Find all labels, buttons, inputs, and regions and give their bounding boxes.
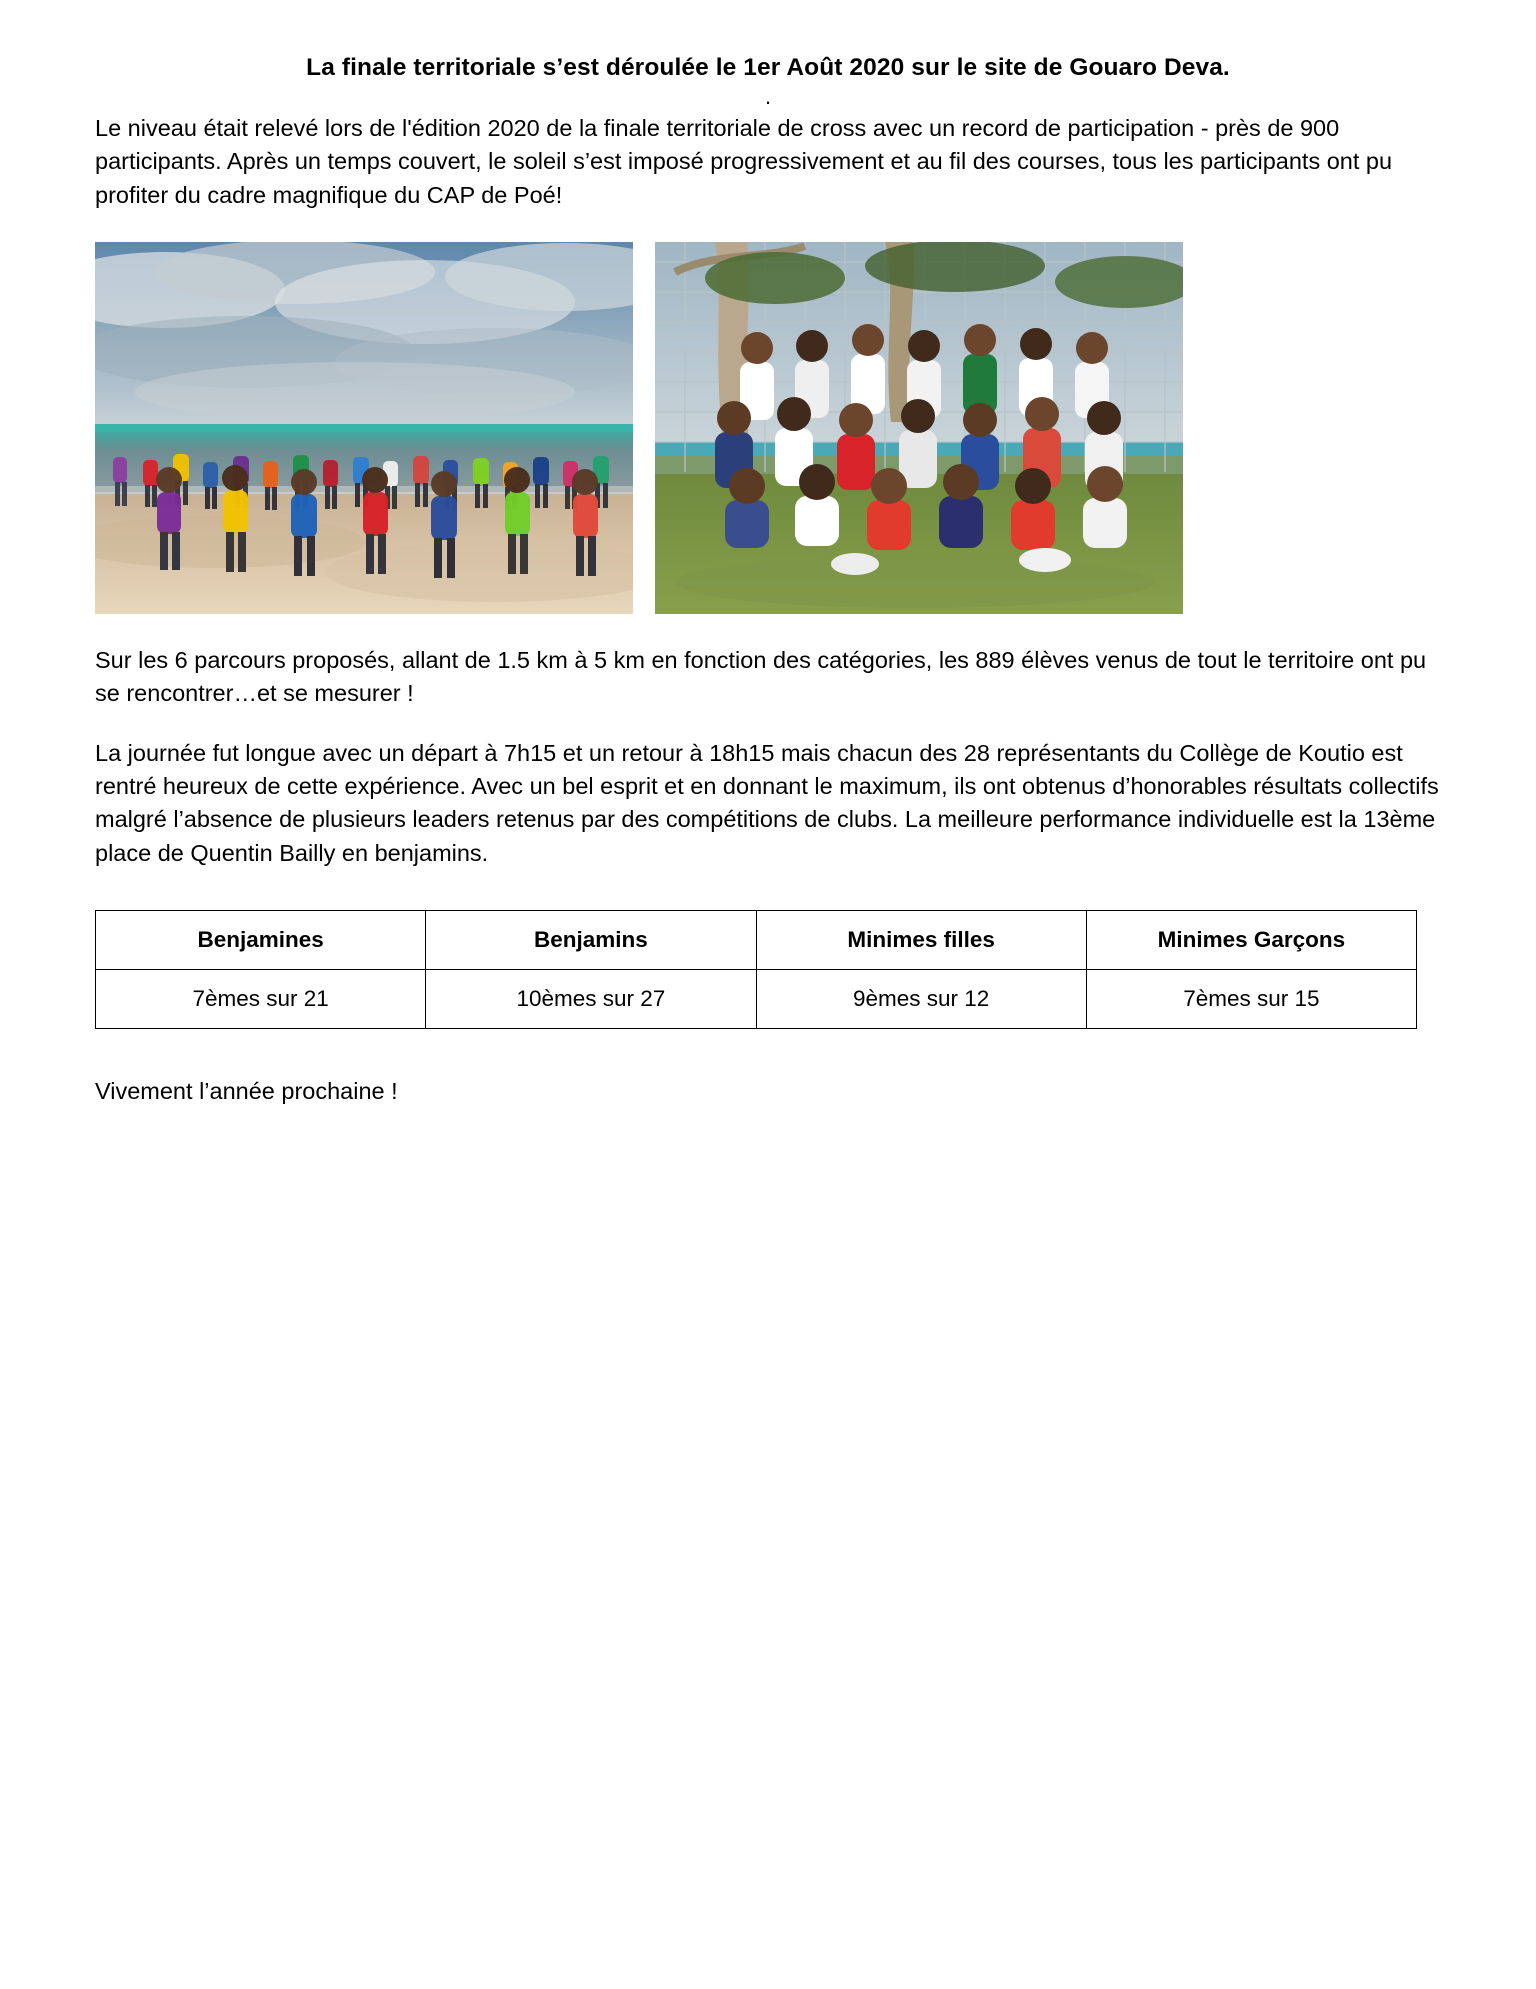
column-header-benjamines: Benjamines xyxy=(96,911,426,970)
title-separator-dot: . xyxy=(764,83,772,109)
images-row xyxy=(95,242,1441,614)
cell-benjamins-result: 10èmes sur 27 xyxy=(426,970,756,1029)
column-header-minimes-garcons: Minimes Garçons xyxy=(1086,911,1416,970)
cell-minimes-garcons-result: 7èmes sur 15 xyxy=(1086,970,1416,1029)
cell-benjamines-result: 7èmes sur 21 xyxy=(96,970,426,1029)
table-row xyxy=(96,970,1417,1029)
paragraph-intro: Le niveau était relevé lors de l'édition 2020 de la finale territoriale de cross avec un record de participation - près de 900 participants. Après un temps couvert, le soleil s’est imposé progressivement et au fil des courses, tous les participants ont pu profiter du cadre magnifique du CAP de Poé! xyxy=(95,114,1393,208)
paragraph-journee: La journée fut longue avec un départ à 7h15 et un retour à 18h15 mais chacun des 28 représentants du Collège de Koutio est rentré heureux de cette expérience. Avec un bel esprit et en donnant le maximum, ils ont obtenus d’honorables résultats collectifs malgré l’absence de plusieurs leaders retenus par des compétitions de clubs. La meilleure performance individuelle est la 13ème place de Quentin Bailly en benjamins. xyxy=(95,739,1439,866)
cell-minimes-filles-result: 9èmes sur 12 xyxy=(756,970,1086,1029)
page-title: La finale territoriale s’est déroulée le 1er Août 2020 sur le site de Gouaro Deva. xyxy=(306,54,1230,81)
results-table xyxy=(95,910,1417,1029)
closing-line: Vivement l’année prochaine ! xyxy=(95,1078,398,1105)
column-header-benjamins: Benjamins xyxy=(426,911,756,970)
photo-depart-course-plage xyxy=(95,242,633,614)
photo-groupe-eleves xyxy=(655,242,1183,614)
layout-spacer xyxy=(95,614,1441,644)
column-header-minimes-filles: Minimes filles xyxy=(756,911,1086,970)
table-header-row xyxy=(96,911,1417,970)
paragraph-parcours: Sur les 6 parcours proposés, allant de 1.5 km à 5 km en fonction des catégories, les 889 élèves venus de tout le territoire ont pu se rencontrer…et se mesurer ! xyxy=(95,646,1427,707)
